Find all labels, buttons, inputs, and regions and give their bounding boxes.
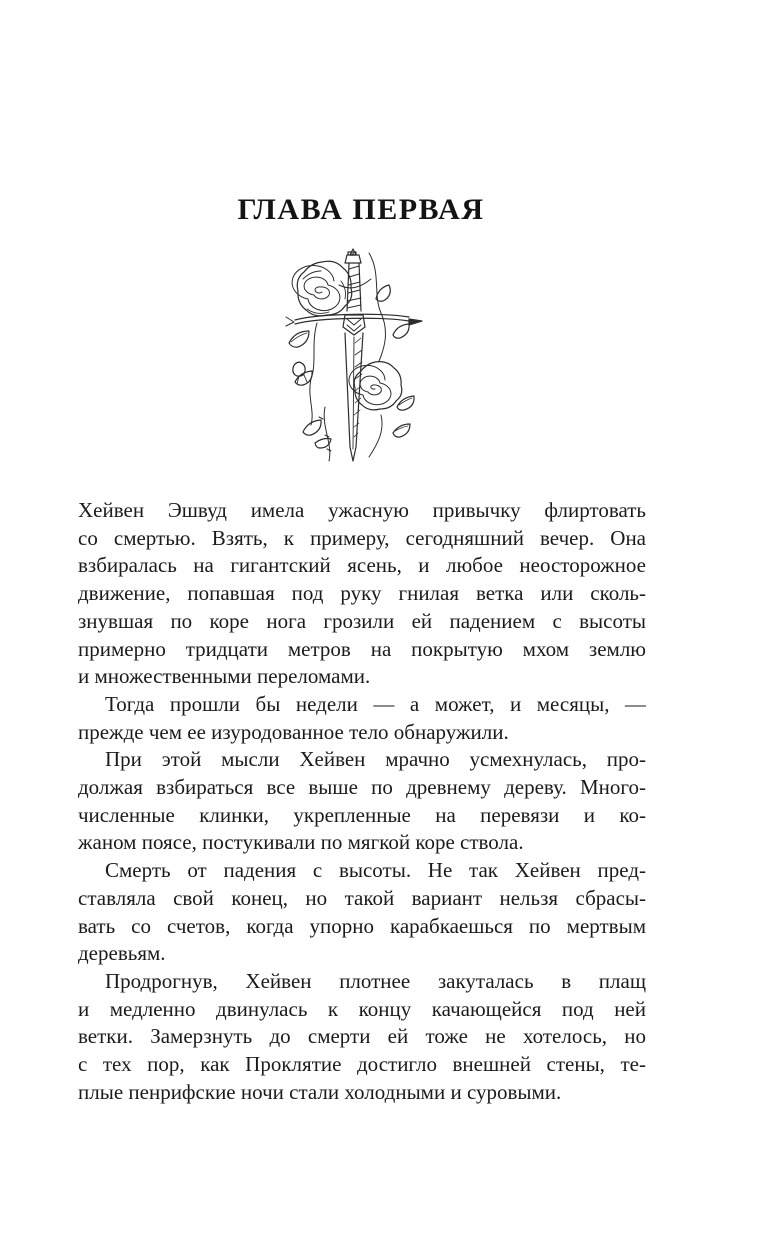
text-line: с тех пор, как Проклятие достигло внешней стены, те- bbox=[78, 1052, 646, 1077]
text-line: движение, попавшая под руку гнилая ветка или сколь- bbox=[78, 581, 646, 606]
chapter-title: ГЛАВА ПЕРВАЯ bbox=[237, 193, 485, 226]
text-line: Хейвен Эшвуд имела ужасную привычку флиртовать bbox=[78, 498, 646, 522]
text-line: должая взбираться все выше по древнему дереву. Много- bbox=[78, 775, 646, 800]
text-line: ветки. Замерзнуть до смерти ей тоже не хотелось, но bbox=[78, 1024, 646, 1049]
text-line: и медленно двинулась к концу качающейся под ней bbox=[78, 996, 646, 1021]
text-line: и множественными переломами. bbox=[78, 664, 371, 689]
text-line: численные клинки, укрепленные на перевязи и ко- bbox=[78, 802, 646, 827]
text-line: знувшая по коре нога грозили ей падением с высоты bbox=[78, 608, 646, 633]
text-line: Смерть от падения с высоты. Не так Хейвен пред- bbox=[105, 858, 646, 883]
text-line: со смертью. Взять, к примеру, сегодняшний вечер. Она bbox=[78, 525, 646, 550]
sword-and-roses-icon bbox=[279, 247, 443, 469]
text-line: ставляла свой конец, но такой вариант нельзя сбрасы- bbox=[78, 885, 646, 910]
text-line: прежде чем ее изуродованное тело обнаружили. bbox=[78, 719, 509, 744]
text-line: Продрогнув, Хейвен плотнее закуталась в плащ bbox=[105, 968, 646, 993]
chapter-illustration bbox=[76, 247, 646, 469]
text-line: примерно тридцати метров на покрытую мхом землю bbox=[78, 636, 646, 661]
body-text bbox=[78, 497, 646, 1106]
text-line: деревьям. bbox=[78, 941, 166, 966]
text-line: плые пенрифские ночи стали холодными и суровыми. bbox=[78, 1079, 562, 1104]
text-line: вать со счетов, когда упорно карабкаешься по мертвым bbox=[78, 913, 646, 938]
text-line: жаном поясе, постукивали по мягкой коре ствола. bbox=[78, 830, 524, 855]
text-line: Тогда прошли бы недели — а может, и месяцы, — bbox=[105, 691, 646, 716]
text-line: взбиралась на гигантский ясень, и любое неосторожное bbox=[78, 553, 646, 578]
text-line: При этой мысли Хейвен мрачно усмехнулась, про- bbox=[105, 747, 646, 772]
